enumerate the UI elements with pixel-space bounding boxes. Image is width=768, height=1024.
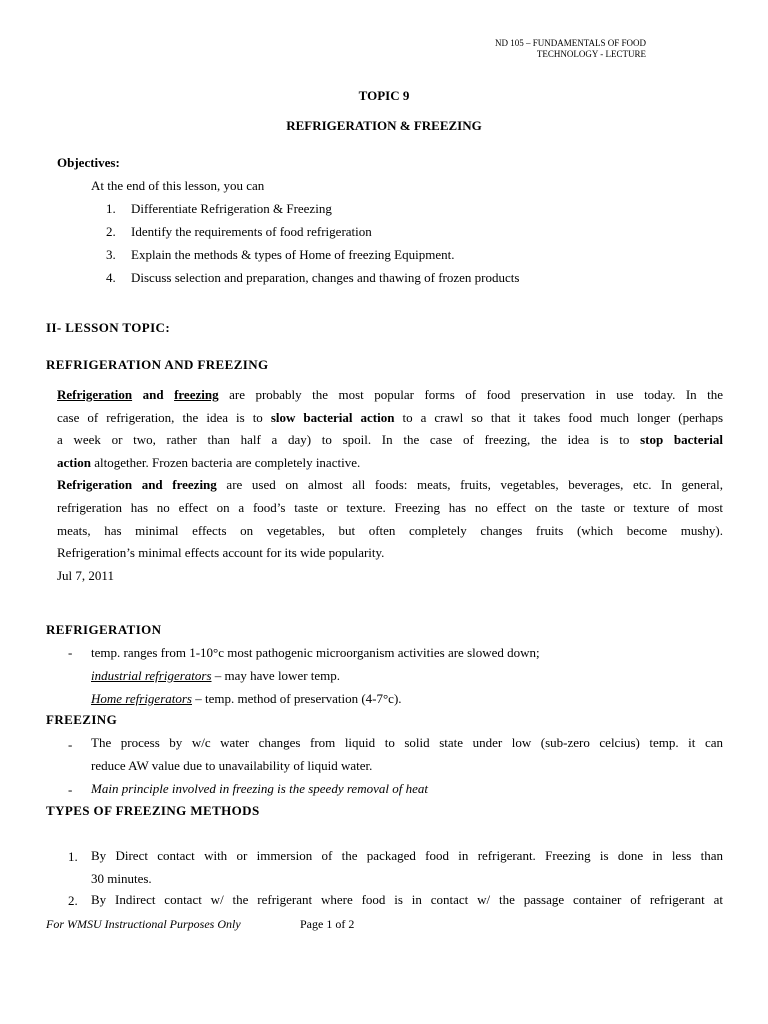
lesson-topic-heading: II- LESSON TOPIC:: [46, 320, 171, 335]
objective-num: 2.: [106, 224, 116, 239]
bullet-dash: -: [68, 737, 73, 752]
objective-num: 4.: [106, 270, 116, 285]
method-text: By Indirect contact w/ the refrigerant where food is in contact w/ the passage container of refrigerant at: [91, 892, 723, 907]
paragraph-intro: [57, 384, 723, 587]
industrial-refrigerators-line: [91, 664, 340, 687]
topic-number: TOPIC 9: [358, 88, 410, 103]
objective-num: 1.: [106, 201, 116, 216]
objective-item: Discuss selection and preparation, changes and thawing of frozen products: [131, 270, 520, 285]
list-num: 1.: [68, 849, 78, 864]
method-text: By Direct contact with or immersion of the packaged food in refrigerant. Freezing is done in less than: [91, 848, 723, 863]
freezing-text: reduce AW value due to unavailability of liquid water.: [91, 757, 373, 773]
footer-note: For WMSU Instructional Purposes Only: [46, 917, 241, 931]
industrial-refrigerators-label: industrial refrigerators: [91, 668, 212, 683]
emphasis-stop-bacterial: stop bacterial: [640, 432, 724, 448]
term-and: and: [142, 387, 164, 402]
freezing-text: The process by w/c water changes from liquid to solid state under low (sub-zero celcius) temp. it can: [91, 735, 723, 750]
objectives-heading: Objectives:: [57, 155, 120, 170]
types-heading: TYPES OF FREEZING METHODS: [46, 803, 260, 818]
paragraph-text: refrigeration has no effect on a food’s taste or texture. Freezing has no effect on the taste or texture of most: [57, 499, 723, 515]
freezing-heading: FREEZING: [46, 712, 118, 727]
home-refrigerators-text: – temp. method of preservation (4-7°c).: [192, 691, 402, 706]
term-refrigeration-and-freezing: Refrigeration and freezing: [57, 477, 217, 493]
freezing-principle: Main principle involved in freezing is the speedy removal of heat: [91, 781, 428, 796]
term-refrigeration: Refrigeration: [57, 387, 133, 402]
paragraph-text: a week or two, rather than half a day) to spoil. In the case of freezing, the idea is to: [57, 432, 630, 448]
paragraph-text: altogether. Frozen bacteria are completely inactive.: [94, 454, 361, 470]
method-item-1: [91, 845, 723, 890]
term-freezing: freezing: [174, 387, 219, 402]
refrigeration-heading: REFRIGERATION: [46, 622, 162, 637]
objectives-intro: At the end of this lesson, you can: [91, 178, 265, 193]
objective-item: Differentiate Refrigeration & Freezing: [131, 201, 332, 216]
emphasis-slow-bacterial-action: slow bacterial action: [270, 409, 395, 425]
freezing-definition: [91, 732, 723, 777]
objective-item: Identify the requirements of food refrigeration: [131, 224, 372, 239]
paragraph-text: case of refrigeration, the idea is to: [57, 409, 263, 425]
paragraph-text: to a crawl so that it takes food much longer (perhaps: [402, 409, 724, 425]
objective-item: Explain the methods & types of Home of freezing Equipment.: [131, 247, 455, 262]
refrigeration-range: temp. ranges from 1-10°c most pathogenic microorganism activities are slowed down;: [91, 645, 540, 660]
list-num: 2.: [68, 893, 78, 908]
objective-num: 3.: [106, 247, 116, 262]
emphasis-action: action: [57, 454, 91, 470]
paragraph-text: Refrigeration’s minimal effects account for its wide popularity.: [57, 545, 385, 561]
method-text: 30 minutes.: [91, 870, 152, 886]
page-number: Page 1 of 2: [300, 917, 355, 931]
home-refrigerators-label: Home refrigerators: [91, 691, 192, 706]
section-heading: REFRIGERATION AND FREEZING: [46, 357, 269, 372]
paragraph-text: meats, has minimal effects on vegetables, but often completely changes fruits (which become mushy).: [57, 522, 723, 538]
page-title: REFRIGERATION & FREEZING: [286, 118, 482, 133]
home-refrigerators-line: [91, 687, 402, 710]
course-header-line2: TECHNOLOGY - LECTURE: [536, 49, 646, 59]
bullet-dash: -: [68, 645, 73, 660]
industrial-refrigerators-text: – may have lower temp.: [211, 668, 341, 683]
paragraph-text: are probably the most popular forms of food preservation in use today. In the: [229, 387, 724, 402]
bullet-dash: -: [68, 782, 73, 797]
date-text: Jul 7, 2011: [57, 567, 114, 583]
paragraph-text: are used on almost all foods: meats, fruits, vegetables, beverages, etc. In general,: [226, 477, 724, 493]
course-header: [495, 38, 646, 60]
method-item-2: [91, 889, 723, 912]
course-header-line1: ND 105 – FUNDAMENTALS OF FOOD: [494, 38, 646, 48]
